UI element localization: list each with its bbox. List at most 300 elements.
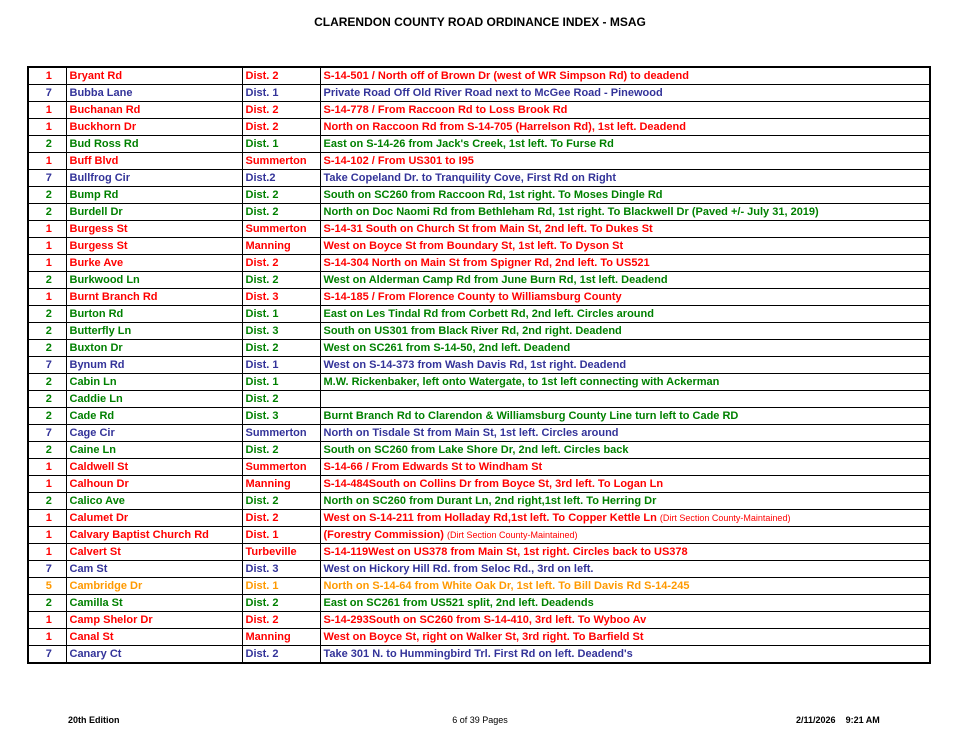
district-cell xyxy=(242,425,320,442)
description-text: West on S-14-211 from Holladay Rd,1st left. To Copper Kettle Ln xyxy=(323,512,657,524)
code-cell xyxy=(28,221,66,238)
description-cell xyxy=(320,408,930,425)
road-name-text: Buckhorn Dr xyxy=(69,121,137,133)
code-cell xyxy=(28,476,66,493)
district-text: Manning xyxy=(245,240,291,252)
code-text: 7 xyxy=(45,87,52,99)
district-text: Dist. 2 xyxy=(245,614,279,626)
code-cell xyxy=(28,646,66,664)
code-cell xyxy=(28,306,66,323)
description-text: North on Raccoon Rd from S-14-705 (Harrelson Rd), 1st left. Deadend xyxy=(323,121,686,133)
description-cell xyxy=(320,493,930,510)
code-cell xyxy=(28,357,66,374)
district-text: Manning xyxy=(245,631,291,643)
table-row xyxy=(28,238,930,255)
road-name-text: Buchanan Rd xyxy=(69,104,141,116)
road-name-cell xyxy=(66,221,242,238)
table-row xyxy=(28,561,930,578)
code-text: 1 xyxy=(45,70,52,82)
code-text: 1 xyxy=(45,257,52,269)
district-cell xyxy=(242,561,320,578)
code-text: 2 xyxy=(45,138,52,150)
district-cell xyxy=(242,221,320,238)
code-cell xyxy=(28,323,66,340)
description-cell xyxy=(320,221,930,238)
description-text: S-14-102 / From US301 to I95 xyxy=(323,155,474,167)
code-text: 1 xyxy=(45,478,52,490)
district-text: Dist. 2 xyxy=(245,444,279,456)
code-text: 2 xyxy=(45,393,52,405)
description-text: North on Doc Naomi Rd from Bethleham Rd, 1st right. To Blackwell Dr (Paved +/- July 31, 2019) xyxy=(323,206,819,218)
road-name-text: Bubba Lane xyxy=(69,87,133,99)
district-text: Dist. 2 xyxy=(245,121,279,133)
code-text: 1 xyxy=(45,631,52,643)
description-text: North on SC260 from Durant Ln, 2nd right,1st left. To Herring Dr xyxy=(323,495,657,507)
road-name-text: Buff Blvd xyxy=(69,155,119,167)
road-name-cell xyxy=(66,272,242,289)
road-name-cell xyxy=(66,187,242,204)
code-cell xyxy=(28,391,66,408)
district-text: Dist. 2 xyxy=(245,342,279,354)
district-text: Dist. 2 xyxy=(245,393,279,405)
road-name-text: Caldwell St xyxy=(69,461,129,473)
description-text: S-14-293South on SC260 from S-14-410, 3rd left. To Wyboo Av xyxy=(323,614,647,626)
road-name-text: Caine Ln xyxy=(69,444,116,456)
road-name-text: Cabin Ln xyxy=(69,376,117,388)
code-cell xyxy=(28,153,66,170)
description-text: South on SC260 from Lake Shore Dr, 2nd left. Circles back xyxy=(323,444,629,456)
road-name-text: Caddie Ln xyxy=(69,393,123,405)
code-text: 1 xyxy=(45,512,52,524)
description-text: North on Tisdale St from Main St, 1st left. Circles around xyxy=(323,427,619,439)
road-name-text: Butterfly Ln xyxy=(69,325,132,337)
code-cell xyxy=(28,578,66,595)
description-cell xyxy=(320,272,930,289)
table-row xyxy=(28,493,930,510)
road-name-cell xyxy=(66,204,242,221)
code-cell xyxy=(28,67,66,85)
description-text: South on SC260 from Raccoon Rd, 1st right. To Moses Dingle Rd xyxy=(323,189,663,201)
table-row xyxy=(28,204,930,221)
code-cell xyxy=(28,238,66,255)
district-cell xyxy=(242,544,320,561)
table-row xyxy=(28,527,930,544)
road-name-cell xyxy=(66,425,242,442)
print-timestamp xyxy=(796,715,880,725)
district-text: Summerton xyxy=(245,223,307,235)
road-name-text: Burgess St xyxy=(69,223,128,235)
district-text: Summerton xyxy=(245,461,307,473)
table-row xyxy=(28,544,930,561)
code-cell xyxy=(28,527,66,544)
district-cell xyxy=(242,255,320,272)
district-cell xyxy=(242,510,320,527)
road-name-cell xyxy=(66,408,242,425)
district-cell xyxy=(242,306,320,323)
district-text: Dist. 1 xyxy=(245,529,279,541)
code-text: 7 xyxy=(45,172,52,184)
description-cell xyxy=(320,238,930,255)
code-text: 1 xyxy=(45,121,52,133)
description-text: M.W. Rickenbaker, left onto Watergate, to 1st left connecting with Ackerman xyxy=(323,376,720,388)
road-name-cell xyxy=(66,544,242,561)
description-text: South on US301 from Black River Rd, 2nd right. Deadend xyxy=(323,325,622,337)
table-row xyxy=(28,170,930,187)
road-name-cell xyxy=(66,255,242,272)
code-cell xyxy=(28,493,66,510)
district-cell xyxy=(242,391,320,408)
table-row xyxy=(28,85,930,102)
description-cell xyxy=(320,340,930,357)
code-cell xyxy=(28,425,66,442)
code-text: 1 xyxy=(45,104,52,116)
district-cell xyxy=(242,340,320,357)
description-text: Burnt Branch Rd to Clarendon & Williamsburg County Line turn left to Cade RD xyxy=(323,410,739,422)
district-text: Dist. 3 xyxy=(245,325,279,337)
road-name-cell xyxy=(66,119,242,136)
code-cell xyxy=(28,119,66,136)
table-row xyxy=(28,442,930,459)
table-row xyxy=(28,408,930,425)
road-name-cell xyxy=(66,459,242,476)
description-cell xyxy=(320,527,930,544)
district-text: Dist. 2 xyxy=(245,648,279,660)
district-text: Dist. 2 xyxy=(245,597,279,609)
code-text: 2 xyxy=(45,495,52,507)
district-text: Dist. 3 xyxy=(245,410,279,422)
road-name-text: Bullfrog Cir xyxy=(69,172,130,184)
code-text: 1 xyxy=(45,546,52,558)
description-cell xyxy=(320,595,930,612)
description-cell xyxy=(320,306,930,323)
district-cell xyxy=(242,612,320,629)
description-cell xyxy=(320,374,930,391)
district-text: Dist. 2 xyxy=(245,495,279,507)
district-text: Dist. 2 xyxy=(245,257,279,269)
district-cell xyxy=(242,85,320,102)
code-cell xyxy=(28,629,66,646)
road-name-cell xyxy=(66,374,242,391)
road-name-text: Burgess St xyxy=(69,240,128,252)
table-row xyxy=(28,136,930,153)
district-text: Dist. 2 xyxy=(245,70,279,82)
district-cell xyxy=(242,578,320,595)
description-text: S-14-185 / From Florence County to Williamsburg County xyxy=(323,291,622,303)
description-text: East on Les Tindal Rd from Corbett Rd, 2nd left. Circles around xyxy=(323,308,654,320)
code-cell xyxy=(28,272,66,289)
district-cell xyxy=(242,408,320,425)
district-cell xyxy=(242,187,320,204)
district-text: Summerton xyxy=(245,427,307,439)
code-text: 5 xyxy=(45,580,52,592)
code-text: 7 xyxy=(45,359,52,371)
description-cell xyxy=(320,357,930,374)
district-cell xyxy=(242,67,320,85)
road-name-text: Bynum Rd xyxy=(69,359,125,371)
description-cell xyxy=(320,102,930,119)
table-row xyxy=(28,578,930,595)
code-cell xyxy=(28,459,66,476)
description-text: S-14-31 South on Church St from Main St, 2nd left. To Dukes St xyxy=(323,223,653,235)
road-name-cell xyxy=(66,85,242,102)
road-name-cell xyxy=(66,238,242,255)
description-text: West on Boyce St from Boundary St, 1st left. To Dyson St xyxy=(323,240,624,252)
road-index-table xyxy=(27,66,931,664)
code-cell xyxy=(28,255,66,272)
code-text: 2 xyxy=(45,274,52,286)
table-row xyxy=(28,67,930,85)
code-cell xyxy=(28,595,66,612)
road-name-cell xyxy=(66,442,242,459)
district-cell xyxy=(242,493,320,510)
table-row xyxy=(28,612,930,629)
table-row xyxy=(28,119,930,136)
description-cell xyxy=(320,187,930,204)
code-text: 2 xyxy=(45,325,52,337)
district-cell xyxy=(242,136,320,153)
district-cell xyxy=(242,459,320,476)
code-cell xyxy=(28,102,66,119)
district-text: Dist. 1 xyxy=(245,359,279,371)
code-text: 2 xyxy=(45,189,52,201)
code-text: 2 xyxy=(45,597,52,609)
code-cell xyxy=(28,187,66,204)
district-cell xyxy=(242,272,320,289)
table-row xyxy=(28,255,930,272)
code-cell xyxy=(28,374,66,391)
road-name-text: Burnt Branch Rd xyxy=(69,291,158,303)
code-cell xyxy=(28,561,66,578)
description-text: S-14-66 / From Edwards St to Windham St xyxy=(323,461,543,473)
district-cell xyxy=(242,527,320,544)
road-name-cell xyxy=(66,340,242,357)
district-cell xyxy=(242,153,320,170)
road-name-cell xyxy=(66,561,242,578)
description-text: East on S-14-26 from Jack's Creek, 1st left. To Furse Rd xyxy=(323,138,614,150)
road-name-cell xyxy=(66,476,242,493)
road-name-cell xyxy=(66,357,242,374)
description-cell xyxy=(320,646,930,664)
district-text: Dist. 2 xyxy=(245,274,279,286)
code-text: 2 xyxy=(45,444,52,456)
district-cell xyxy=(242,357,320,374)
road-name-cell xyxy=(66,527,242,544)
code-cell xyxy=(28,340,66,357)
road-name-text: Cage Cir xyxy=(69,427,115,439)
road-name-text: Calumet Dr xyxy=(69,512,129,524)
district-cell xyxy=(242,238,320,255)
district-text: Dist. 1 xyxy=(245,376,279,388)
table-row xyxy=(28,629,930,646)
description-cell xyxy=(320,204,930,221)
code-cell xyxy=(28,170,66,187)
road-name-text: Cam St xyxy=(69,563,108,575)
road-name-cell xyxy=(66,289,242,306)
district-text: Turbeville xyxy=(245,546,297,558)
code-text: 2 xyxy=(45,206,52,218)
road-name-cell xyxy=(66,510,242,527)
code-text: 7 xyxy=(45,563,52,575)
district-text: Dist. 2 xyxy=(245,206,279,218)
code-text: 7 xyxy=(45,648,52,660)
district-cell xyxy=(242,323,320,340)
road-name-text: Canary Ct xyxy=(69,648,122,660)
code-cell xyxy=(28,510,66,527)
district-cell xyxy=(242,170,320,187)
table-row xyxy=(28,102,930,119)
code-cell xyxy=(28,612,66,629)
description-text: West on Hickory Hill Rd. from Seloc Rd., 3rd on left. xyxy=(323,563,594,575)
code-cell xyxy=(28,442,66,459)
page-count: 6 of 39 Pages xyxy=(452,715,508,725)
code-cell xyxy=(28,289,66,306)
road-name-cell xyxy=(66,578,242,595)
description-text: West on Alderman Camp Rd from June Burn Rd, 1st left. Deadend xyxy=(323,274,668,286)
description-cell xyxy=(320,119,930,136)
district-text: Manning xyxy=(245,478,291,490)
description-text: S-14-119West on US378 from Main St, 1st right. Circles back to US378 xyxy=(323,546,688,558)
description-cell xyxy=(320,323,930,340)
description-cell xyxy=(320,170,930,187)
road-name-cell xyxy=(66,102,242,119)
road-name-cell xyxy=(66,629,242,646)
district-text: Dist.2 xyxy=(245,172,276,184)
table-row xyxy=(28,374,930,391)
road-name-cell xyxy=(66,153,242,170)
code-text: 2 xyxy=(45,342,52,354)
description-cell xyxy=(320,544,930,561)
description-text: North on S-14-64 from White Oak Dr, 1st left. To Bill Davis Rd S-14-245 xyxy=(323,580,690,592)
description-cell xyxy=(320,153,930,170)
description-cell xyxy=(320,578,930,595)
district-cell xyxy=(242,646,320,664)
district-cell xyxy=(242,476,320,493)
district-cell xyxy=(242,442,320,459)
table-row xyxy=(28,221,930,238)
page-title: CLARENDON COUNTY ROAD ORDINANCE INDEX - MSAG xyxy=(314,15,646,29)
table-row xyxy=(28,340,930,357)
district-text: Dist. 2 xyxy=(245,189,279,201)
description-cell xyxy=(320,476,930,493)
description-cell xyxy=(320,442,930,459)
district-text: Dist. 2 xyxy=(245,512,279,524)
code-cell xyxy=(28,136,66,153)
description-cell xyxy=(320,85,930,102)
district-cell xyxy=(242,374,320,391)
code-text: 7 xyxy=(45,427,52,439)
code-text: 2 xyxy=(45,410,52,422)
road-name-text: Camp Shelor Dr xyxy=(69,614,153,626)
table-row xyxy=(28,187,930,204)
code-cell xyxy=(28,408,66,425)
district-text: Dist. 3 xyxy=(245,291,279,303)
table-row xyxy=(28,272,930,289)
table-row xyxy=(28,289,930,306)
description-cell xyxy=(320,67,930,85)
road-name-cell xyxy=(66,646,242,664)
description-text: S-14-304 North on Main St from Spigner Rd, 2nd left. To US521 xyxy=(323,257,650,269)
description-cell xyxy=(320,255,930,272)
road-name-text: Canal St xyxy=(69,631,114,643)
description-cell xyxy=(320,510,930,527)
road-name-cell xyxy=(66,306,242,323)
district-cell xyxy=(242,102,320,119)
description-text: West on Boyce St, right on Walker St, 3rd right. To Barfield St xyxy=(323,631,644,643)
description-text: S-14-778 / From Raccoon Rd to Loss Brook Rd xyxy=(323,104,568,116)
district-cell xyxy=(242,119,320,136)
code-text: 2 xyxy=(45,376,52,388)
road-name-cell xyxy=(66,136,242,153)
description-cell xyxy=(320,561,930,578)
district-cell xyxy=(242,595,320,612)
road-name-cell xyxy=(66,323,242,340)
district-cell xyxy=(242,629,320,646)
road-name-text: Calhoun Dr xyxy=(69,478,129,490)
district-text: Dist. 1 xyxy=(245,308,279,320)
district-text: Summerton xyxy=(245,155,307,167)
description-note: (Dirt Section County-Maintained) xyxy=(659,513,791,523)
district-cell xyxy=(242,204,320,221)
code-cell xyxy=(28,85,66,102)
district-text: Dist. 1 xyxy=(245,138,279,150)
description-text: Private Road Off Old River Road next to McGee Road - Pinewood xyxy=(323,87,663,99)
road-name-text: Burdell Dr xyxy=(69,206,123,218)
road-name-text: Burton Rd xyxy=(69,308,124,320)
description-cell xyxy=(320,391,930,408)
road-name-text: Cambridge Dr xyxy=(69,580,143,592)
description-text: S-14-501 / North off of Brown Dr (west of WR Simpson Rd) to deadend xyxy=(323,70,689,82)
table-row xyxy=(28,323,930,340)
description-text: Take Copeland Dr. to Tranquility Cove, First Rd on Right xyxy=(323,172,617,184)
road-name-text: Burkwood Ln xyxy=(69,274,140,286)
table-row xyxy=(28,153,930,170)
description-text: (Forestry Commission) xyxy=(323,529,444,541)
table-row xyxy=(28,595,930,612)
table-row xyxy=(28,306,930,323)
edition-label: 20th Edition xyxy=(68,715,120,725)
road-name-text: Calvert St xyxy=(69,546,121,558)
road-name-cell xyxy=(66,170,242,187)
road-name-text: Bud Ross Rd xyxy=(69,138,139,150)
description-text: S-14-484South on Collins Dr from Boyce St, 3rd left. To Logan Ln xyxy=(323,478,664,490)
road-name-cell xyxy=(66,493,242,510)
table-row xyxy=(28,425,930,442)
code-text: 1 xyxy=(45,240,52,252)
road-name-cell xyxy=(66,595,242,612)
description-text: Take 301 N. to Hummingbird Trl. First Rd on left. Deadend's xyxy=(323,648,633,660)
district-cell xyxy=(242,289,320,306)
description-cell xyxy=(320,629,930,646)
road-name-text: Calvary Baptist Church Rd xyxy=(69,529,209,541)
road-name-text: Burke Ave xyxy=(69,257,124,269)
table-row xyxy=(28,510,930,527)
code-text: 2 xyxy=(45,308,52,320)
table-row xyxy=(28,459,930,476)
table-row xyxy=(28,646,930,664)
code-text: 1 xyxy=(45,223,52,235)
description-cell xyxy=(320,459,930,476)
code-cell xyxy=(28,204,66,221)
road-name-text: Bryant Rd xyxy=(69,70,123,82)
district-text: Dist. 2 xyxy=(245,104,279,116)
description-cell xyxy=(320,425,930,442)
road-name-text: Buxton Dr xyxy=(69,342,123,354)
district-text: Dist. 3 xyxy=(245,563,279,575)
code-text: 1 xyxy=(45,461,52,473)
code-text: 1 xyxy=(45,155,52,167)
road-name-cell xyxy=(66,67,242,85)
road-name-text: Calico Ave xyxy=(69,495,125,507)
